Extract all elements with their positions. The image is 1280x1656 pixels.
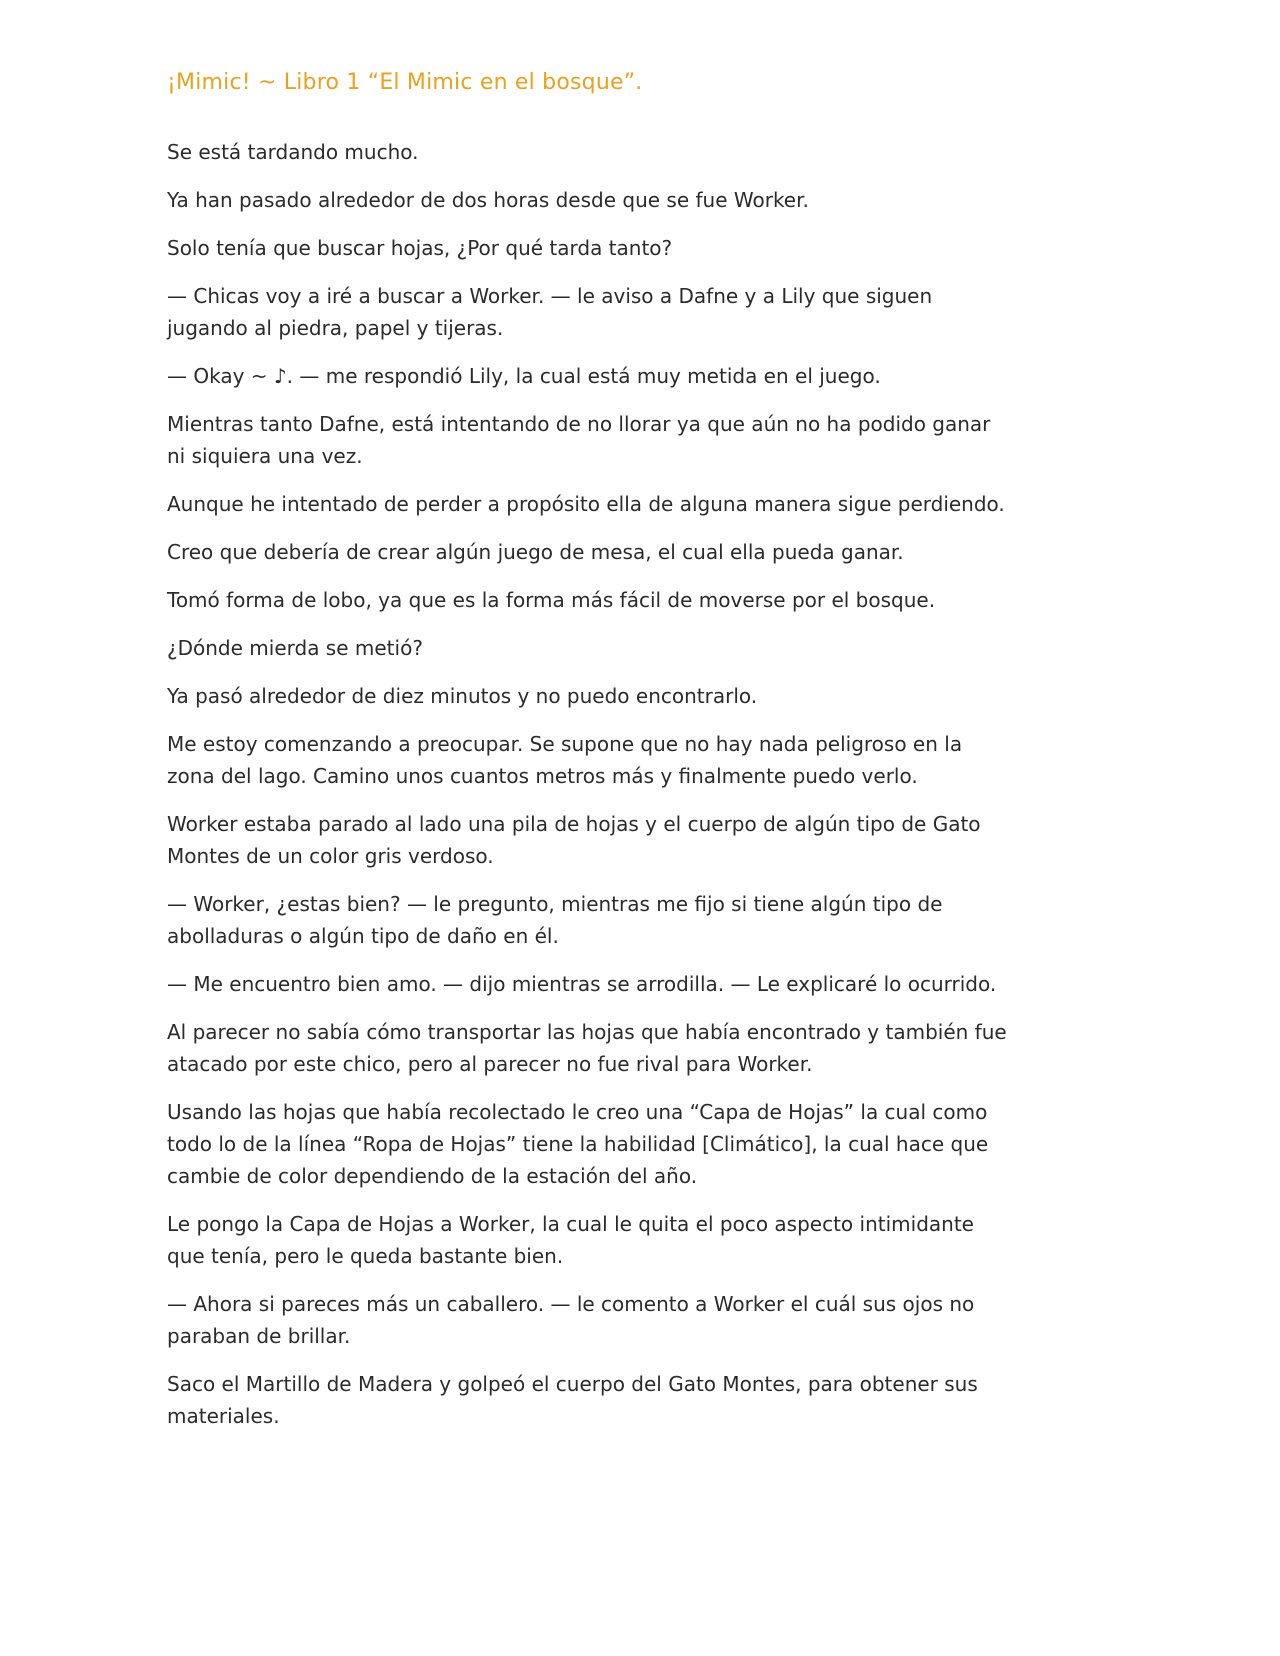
paragraph: Mientras tanto Dafne, está intentando de no llorar ya que aún no ha podido ganar ni siquiera una vez. [167,412,991,468]
paragraph: Creo que debería de crear algún juego de mesa, el cual ella pueda ganar. [167,540,904,564]
paragraph: Al parecer no sabía cómo transportar las hojas que había encontrado y también fue atacado por este chico, pero al parecer no fue rival para Worker. [167,1020,1007,1076]
paragraph: Saco el Martillo de Madera y golpeó el cuerpo del Gato Montes, para obtener sus materiales. [167,1372,978,1428]
paragraph: Tomó forma de lobo, ya que es la forma más fácil de moverse por el bosque. [167,588,936,612]
paragraph: — Okay ~ ♪. — me respondió Lily, la cual está muy metida en el juego. [167,364,881,388]
paragraph: Ya han pasado alrededor de dos horas desde que se fue Worker. [167,188,809,212]
paragraph: — Chicas voy a iré a buscar a Worker. — le aviso a Dafne y a Lily que siguen jugando al piedra, papel y tijeras. [167,284,933,340]
paragraph: ¿Dónde mierda se metió? [167,636,423,660]
paragraph: Worker estaba parado al lado una pila de hojas y el cuerpo de algún tipo de Gato Montes de un color gris verdoso. [167,812,981,868]
paragraph: Me estoy comenzando a preocupar. Se supone que no hay nada peligroso en la zona del lago. Camino unos cuantos metros más y finalmente puedo verlo. [167,732,963,788]
paragraph: — Worker, ¿estas bien? — le pregunto, mientras me fijo si tiene algún tipo de abolladuras o algún tipo de daño en él. [167,892,943,948]
body-text [167,136,1007,1448]
paragraph: Aunque he intentado de perder a propósito ella de alguna manera sigue perdiendo. [167,492,1005,516]
paragraph: Le pongo la Capa de Hojas a Worker, la cual le quita el poco aspecto intimidante que tenía, pero le queda bastante bien. [167,1212,974,1268]
paragraph: Usando las hojas que había recolectado le creo una “Capa de Hojas” la cual como todo lo de la línea “Ropa de Hojas” tiene la habilidad [Climático], la cual hace que cambie de color dependiendo de la estación del año. [167,1100,989,1188]
page-header: ¡Mimic! ~ Libro 1 “El Mimic en el bosque”. [167,70,643,95]
paragraph: Ya pasó alrededor de diez minutos y no puedo encontrarlo. [167,684,758,708]
paragraph: Solo tenía que buscar hojas, ¿Por qué tarda tanto? [167,236,673,260]
paragraph: — Me encuentro bien amo. — dijo mientras se arrodilla. — Le explicaré lo ocurrido. [167,972,997,996]
paragraph: — Ahora si pareces más un caballero. — le comento a Worker el cuál sus ojos no paraban de brillar. [167,1292,975,1348]
paragraph: Se está tardando mucho. [167,140,419,164]
